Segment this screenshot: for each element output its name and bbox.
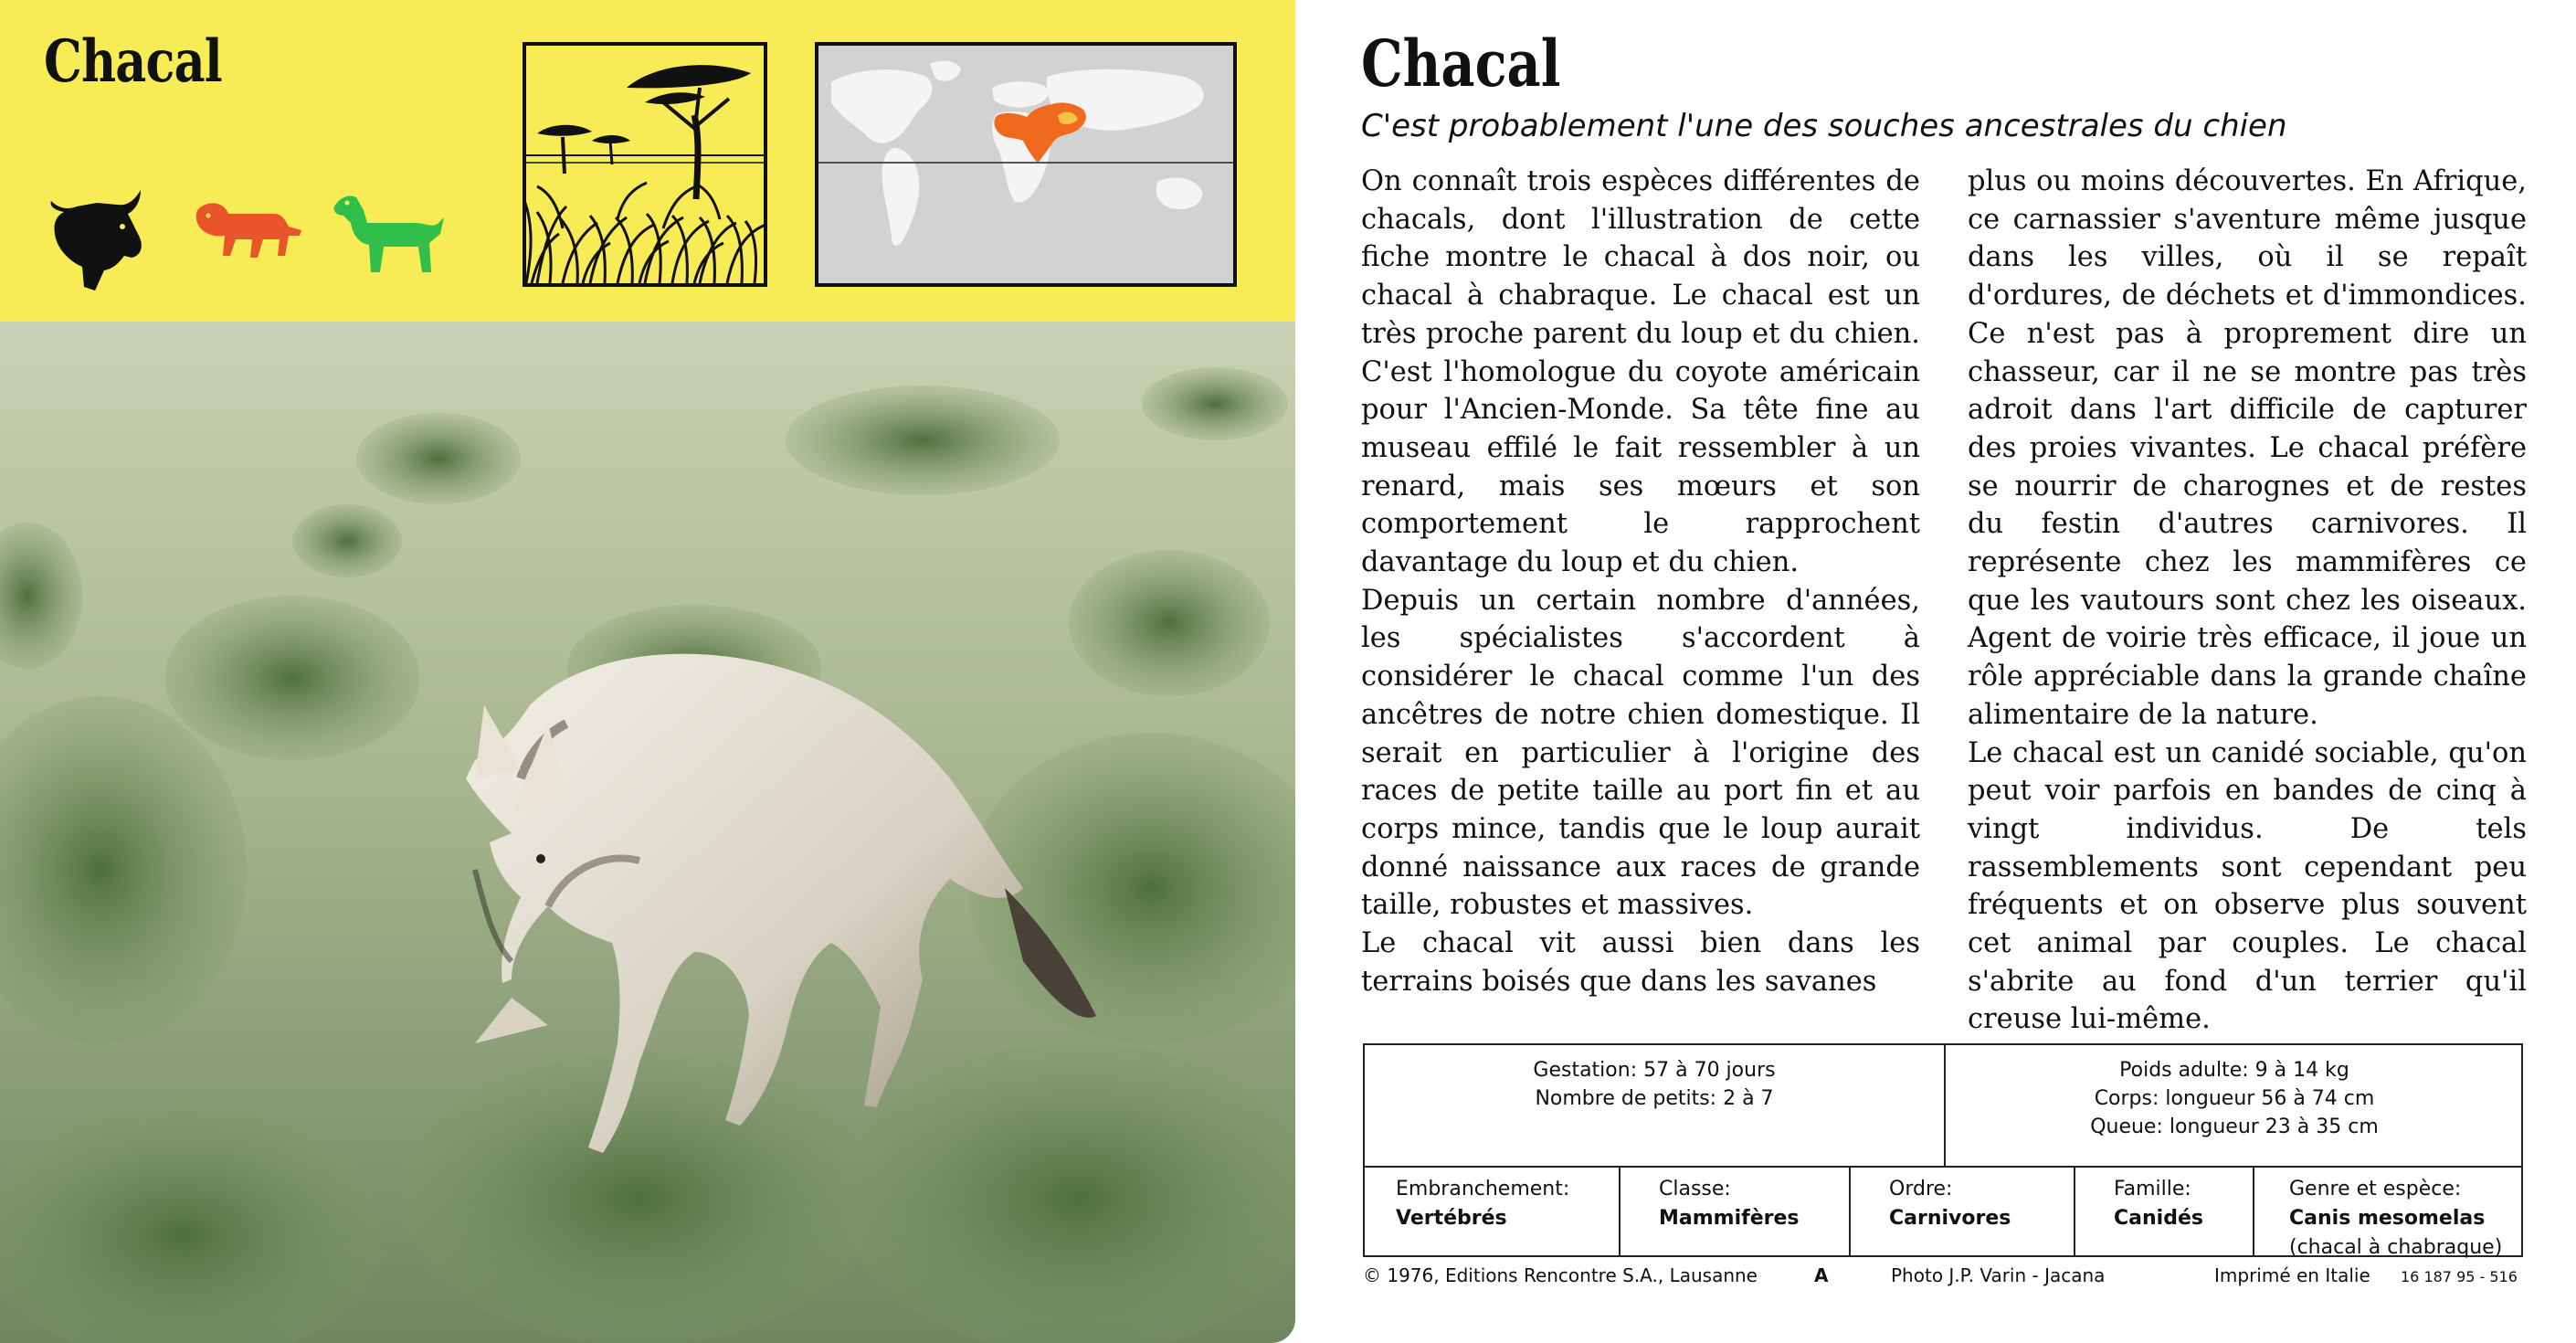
taxonomy-embranchement	[1396, 1168, 1569, 1255]
paragraph: Le chacal est un canidé sociable, qu'on peut voir parfois en bandes de cinq à vingt individus. De tels rassemblements sont cependant peu fréquents et on observe plus souvent cet animal par couples. Le chacal s'abrite au fond d'un terrier qu'il creuse lui-même.	[1968, 736, 2527, 1036]
left-card-title: Chacal	[44, 27, 222, 96]
taxonomy-genre-espece	[2289, 1168, 2503, 1259]
taxonomy-label: Classe:	[1659, 1178, 1731, 1200]
series-letter: A	[1814, 1264, 1829, 1286]
taxonomy-ordre	[1889, 1168, 2011, 1255]
gestation-cell	[1365, 1045, 1944, 1166]
lion-icon	[194, 199, 307, 265]
taxonomy-label: Embranchement:	[1396, 1178, 1570, 1200]
gestation-text: Gestation: 57 à 70 jours	[1533, 1059, 1776, 1082]
text-column-2	[1968, 163, 2527, 1039]
taxonomy-value: Vertébrés	[1396, 1207, 1507, 1230]
right-card-title: Chacal	[1361, 26, 1561, 101]
printed-in: Imprimé en Italie	[2214, 1264, 2370, 1286]
paragraph: Le chacal vit aussi bien dans les terrains boisés que dans les savanes	[1361, 927, 1920, 998]
taxonomy-label: Genre et espèce:	[2289, 1178, 2462, 1200]
body-length-text: Corps: longueur 56 à 74 cm	[2094, 1087, 2375, 1110]
paragraph: Depuis un certain nombre d'années, les spécialistes s'accordent à considérer le chacal comme l'un des ancêtres de notre chien domestique. Il serait en particulier à l'origine des races de petite taille au port fin et au corps mince, tandis que le loup aurait donné naissance aux races de grande taille, robustes et massives.	[1361, 584, 1920, 922]
taxonomy-value: Canidés	[2114, 1207, 2203, 1230]
yellow-header-panel	[0, 0, 1295, 322]
paragraph: On connaît trois espèces différentes de chacals, dont l'illustration de cette fiche montre le chacal à dos noir, ou chacal à chabraque. Le chacal est un très proche parent du loup et du chien. C'est l'homologue du coyote américain pour l'Ancien-Monde. Sa tête fine au museau effilé le fait ressembler à un renard, mais ses mœurs et son comportement le rapprochent davantage du loup et du chien.	[1361, 165, 1920, 579]
card-code: 16 187 95 - 516	[2401, 1268, 2518, 1285]
distribution-world-map	[815, 42, 1237, 287]
bull-icon	[46, 183, 153, 292]
photo-credit: Photo J.P. Varin - Jacana	[1891, 1264, 2106, 1286]
dog-icon	[331, 190, 448, 278]
habitat-savanna-illustration	[523, 42, 767, 287]
taxonomy-famille	[2114, 1168, 2203, 1255]
taxonomy-value: Carnivores	[1889, 1207, 2011, 1230]
subtitle: C'est probablement l'une des souches ancestrales du chien	[1361, 108, 2287, 144]
taxonomy-note: (chacal à chabraque)	[2289, 1236, 2503, 1259]
tail-length-text: Queue: longueur 23 à 35 cm	[2090, 1116, 2379, 1138]
taxonomy-box	[1363, 1166, 2523, 1257]
text-column-1	[1361, 163, 1920, 1000]
taxonomy-value: Mammifères	[1659, 1207, 1800, 1230]
taxonomy-label: Famille:	[2114, 1178, 2191, 1200]
right-card	[1308, 0, 2576, 1343]
facts-box	[1363, 1043, 2523, 1168]
taxonomy-value: Canis mesomelas	[2289, 1207, 2486, 1230]
copyright-text: © 1976, Editions Rencontre S.A., Lausanne	[1363, 1264, 1758, 1286]
paragraph: plus ou moins découvertes. En Afrique, ce carnassier s'aventure même jusque dans les villes, où il se repaît d'ordures, de déchets et d'immondices. Ce n'est pas à proprement dire un chasseur, car il ne se montre pas très adroit dans l'art difficile de capturer des proies vivantes. Le chacal préfère se nourrir de charognes et de restes du festin d'autres carnivores. Il représente chez les mammifères ce que les vautours sont chez les oiseaux. Agent de voirie très efficace, il joue un rôle appréciable dans la grande chaîne alimentaire de la nature.	[1968, 165, 2527, 731]
jackal-photo	[0, 322, 1295, 1343]
taxonomy-label: Ordre:	[1889, 1178, 1953, 1200]
litter-size-text: Nombre de petits: 2 à 7	[1535, 1087, 1774, 1110]
measurements-cell	[1946, 1045, 2523, 1166]
taxonomy-classe	[1659, 1168, 1799, 1255]
weight-text: Poids adulte: 9 à 14 kg	[2119, 1059, 2349, 1082]
